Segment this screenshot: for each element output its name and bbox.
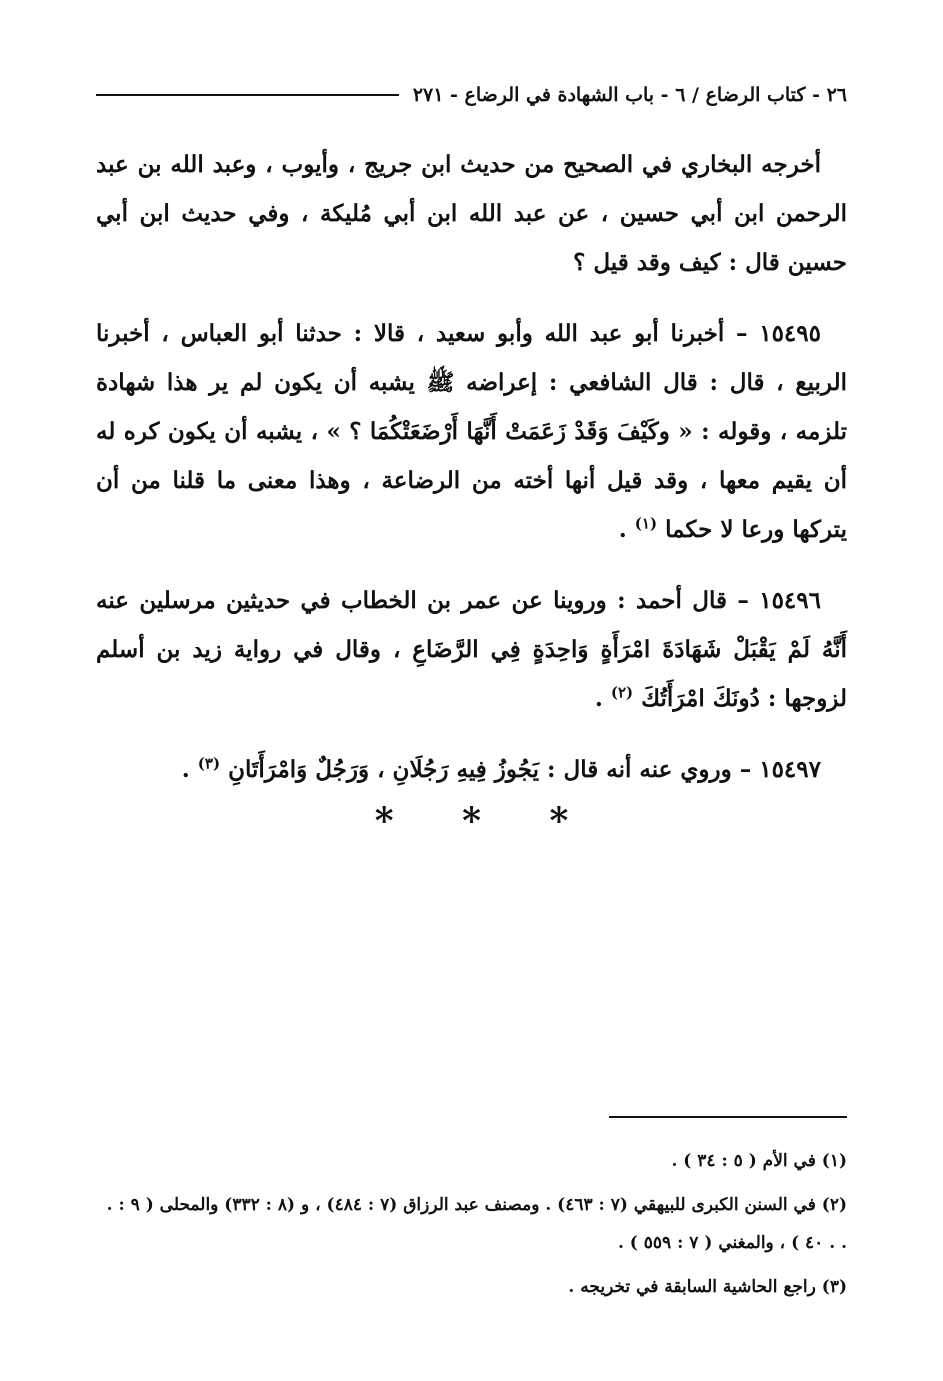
footnote-ref[interactable]: (٣): [197, 754, 221, 773]
footnote-rule: [609, 1116, 847, 1118]
running-head: [96, 84, 847, 106]
paragraph-text: أخرجه البخاري في الصحيح من حديث ابن جريج ، وأيوب ، وعبد الله بن عبد الرحمن ابن أبي حسين ، عن عبد الله ابن أبي مُليكة ، وفي حديث ابن أبي حسين قال : كيف وقد قيل ؟: [96, 151, 847, 276]
footnote-3: (٣) راجع الحاشية السابقة في تخريجه .: [568, 1277, 847, 1297]
hadith-number: ١٥٤٩٦: [759, 587, 821, 614]
hadith-15496: ١٥٤٩٦ – قال أحمد : وروينا عن عمر بن الخطاب في حديثين مرسلين عنه أَنَّهُ لَمْ يَقْبَلْ شَهَادَةَ امْرَأَةٍ وَاحِدَةٍ فِي الرَّضَاعِ ، وقال في رواية زيد بن أسلم لزوجها : دُونَكَ امْرَأَتُكَ $^{(٢)}$ .: [96, 587, 847, 712]
footnotes: [96, 1142, 847, 1312]
hadith-text: – أخبرنا أبو عبد الله وأبو سعيد ، قالا : حدثنا أبو العباس ، أخبرنا الربيع ، قال : قال الشافعي : إعراضه ﷺ يشبه أن يكون لم ير هذا شهادة تلزمه ، وقوله : « وكَيْفَ وَقَدْ زَعَمَتْ أَنَّهَا أَرْضَعَتْكُمَا ؟ » ، يشبه أن يكون كره له أن يقيم معها ، وقد قيل أنها أخته من الرضاعة ، وهذا معنى ما قلنا من أن يتركها ورعا لا حكما: [96, 320, 847, 543]
hadith-number: ١٥٤٩٥: [759, 320, 821, 347]
hadith-text: – قال أحمد : وروينا عن عمر بن الخطاب في حديثين مرسلين عنه أَنَّهُ لَمْ يَقْبَلْ شَهَادَةَ امْرَأَةٍ وَاحِدَةٍ فِي الرَّضَاعِ ، وقال في رواية زيد بن أسلم لزوجها : دُونَكَ امْرَأَتُكَ: [96, 587, 847, 712]
main-text: [96, 140, 847, 816]
hadith-number: ١٥٤٩٧: [759, 756, 821, 783]
hadith-15497: ١٥٤٩٧ – وروي عنه أنه قال : يَجُوزُ فِيهِ رَجُلَانِ ، وَرَجُلٌ وَامْرَأَتَانِ $^{(٣)}$ .: [181, 754, 821, 783]
paragraph-continuation: [96, 140, 847, 287]
hadith-text: – وروي عنه أنه قال : يَجُوزُ فِيهِ رَجُلَانِ ، وَرَجُلٌ وَامْرَأَتَانِ: [228, 756, 752, 783]
running-head-text: ٢٦ - كتاب الرضاع / ٦ - باب الشهادة في الرضاع - ٢٧١: [412, 84, 847, 106]
footnote-1: (١) في الأم ( ٥ : ٣٤ ) .: [671, 1151, 847, 1171]
running-head-rule: [96, 94, 399, 96]
footnote-ref[interactable]: (١): [634, 514, 658, 533]
footnote-2: (٢) في السنن الكبرى للبيهقي (٧ : ٤٦٣) . ومصنف عبد الرزاق (٧ : ٤٨٤) ، و (٨ : ٣٣٢) والمحلى ( ٩ : . . . ٤٠ ) ، والمغني ( ٧ : ٥٥٩ ) .: [106, 1195, 847, 1253]
separator-star: *: [374, 800, 394, 842]
footnote-ref[interactable]: (٢): [610, 683, 634, 702]
separator-star: *: [462, 800, 481, 842]
separator-star: *: [549, 800, 569, 842]
section-separator: [0, 800, 943, 842]
hadith-15495: ١٥٤٩٥ – أخبرنا أبو عبد الله وأبو سعيد ، قالا : حدثنا أبو العباس ، أخبرنا الربيع ، قال : قال الشافعي : إعراضه ﷺ يشبه أن يكون لم ير هذا شهادة تلزمه ، وقوله : « وكَيْفَ وَقَدْ زَعَمَتْ أَنَّهَا أَرْضَعَتْكُمَا ؟ » ، يشبه أن يكون كره له أن يقيم معها ، وقد قيل أنها أخته من الرضاعة ، وهذا معنى ما قلنا من أن يتركها ورعا لا حكما $^{(١)}$ .: [96, 320, 847, 543]
